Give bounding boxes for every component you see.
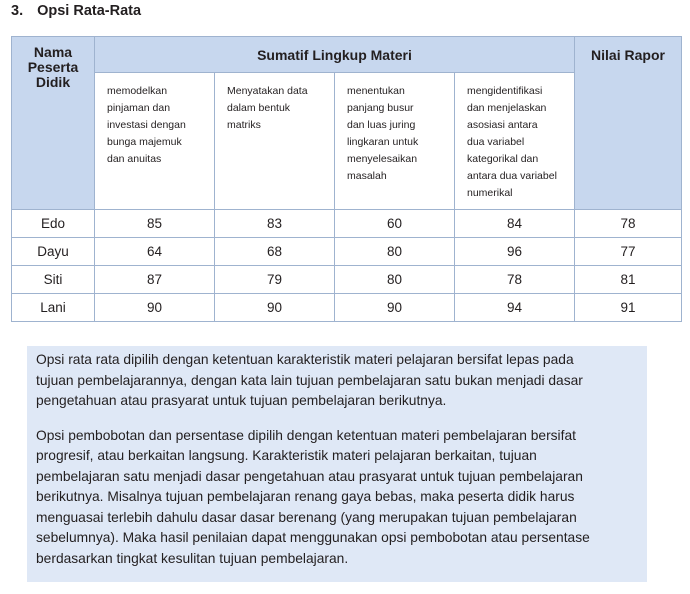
text-line: menguasai terlebih dahulu dasar dasar berenang (yang merupakan tujuan pembelajaran	[36, 509, 577, 525]
header-name-line: Peserta	[27, 59, 79, 75]
header-name-line: Didik	[35, 74, 71, 90]
paragraph-opsi-pembobotan	[36, 426, 639, 570]
subheader-line: Menyatakan data	[227, 85, 308, 97]
score-cell: 78	[455, 266, 575, 294]
subheader-line: mengidentifikasi	[467, 85, 543, 97]
student-name: Dayu	[12, 238, 95, 266]
subheader-materi-4	[455, 73, 575, 210]
score-cell: 85	[95, 210, 215, 238]
section-number: 3.	[11, 3, 24, 19]
text-line: pengetahuan atau prasyarat untuk tujuan pembelajaran berikutnya.	[36, 393, 447, 408]
text-line: pembelajaran satu menjadi dasar pengetahuan atau prasyarat untuk tujuan pembelajaran	[36, 468, 583, 484]
score-cell: 84	[455, 210, 575, 238]
grades-table	[11, 36, 682, 322]
header-nilai-rapor: Nilai Rapor	[575, 37, 682, 210]
subheader-line: dan luas juring	[347, 119, 416, 131]
text-line: tujuan pembelajarannya, dengan kata lain tujuan pembelajaran satu bukan menjadi dasar	[36, 372, 583, 388]
score-cell: 80	[335, 238, 455, 266]
subheader-line: dua variabel	[467, 136, 525, 148]
subheader-line: menyelesaikan	[347, 153, 418, 165]
subheader-line: dan anuitas	[107, 153, 162, 165]
text-line: Opsi rata rata dipilih dengan ketentuan karakteristik materi pelajaran bersifat lepas pada	[36, 352, 574, 367]
subheader-materi-1	[95, 73, 215, 210]
table-row	[12, 294, 682, 322]
rapor-cell: 78	[575, 210, 682, 238]
subheader-line: masalah	[347, 170, 387, 182]
score-cell: 90	[215, 294, 335, 322]
student-name: Edo	[12, 210, 95, 238]
subheader-line: menentukan	[347, 85, 405, 97]
subheader-line: matriks	[227, 119, 261, 131]
table-row	[12, 266, 682, 294]
score-cell: 80	[335, 266, 455, 294]
text-line: berdasarkan tingkat kesulitan tujuan pembelajaran.	[36, 550, 349, 566]
subheader-line: memodelkan	[107, 85, 168, 97]
score-cell: 90	[95, 294, 215, 322]
student-name: Siti	[12, 266, 95, 294]
subheader-line: pinjaman dan	[107, 102, 171, 114]
subheader-line: kategorikal dan	[467, 153, 539, 165]
header-sumatif-lingkup-materi: Sumatif Lingkup Materi	[95, 37, 575, 73]
section-heading	[11, 3, 141, 19]
subheader-materi-2	[215, 73, 335, 210]
subheader-line: lingkaran untuk	[347, 136, 419, 148]
explanation-box	[27, 346, 647, 582]
table-row	[12, 238, 682, 266]
text-line: berikutnya. Misalnya tujuan pembelajaran renang gaya bebas, maka peserta didik harus	[36, 489, 575, 504]
score-cell: 60	[335, 210, 455, 238]
subheader-line: bunga majemuk	[107, 136, 182, 148]
section-title: Opsi Rata-Rata	[37, 3, 142, 19]
text-line: sebelumnya). Maka hasil penilaian dapat menggunakan opsi pembobotan atau persentase	[36, 530, 590, 545]
text-line: progresif, atau berkaitan langsung. Karakteristik materi pelajaran berkaitan, tujuan	[36, 448, 537, 463]
subheader-materi-3	[335, 73, 455, 210]
student-name: Lani	[12, 294, 95, 322]
subheader-line: dalam bentuk	[227, 102, 291, 114]
table-row	[12, 210, 682, 238]
score-cell: 87	[95, 266, 215, 294]
score-cell: 68	[215, 238, 335, 266]
subheader-line: dan menjelaskan	[467, 102, 547, 114]
header-name-line: Nama	[33, 44, 73, 60]
score-cell: 96	[455, 238, 575, 266]
score-cell: 64	[95, 238, 215, 266]
subheader-line: panjang busur	[347, 102, 414, 114]
rapor-cell: 77	[575, 238, 682, 266]
table-header-row	[12, 37, 682, 73]
score-cell: 94	[455, 294, 575, 322]
subheader-line: asosiasi antara	[467, 119, 538, 131]
subheader-line: antara dua variabel	[467, 170, 557, 182]
subheader-line: numerikal	[467, 187, 513, 199]
score-cell: 90	[335, 294, 455, 322]
header-nama-peserta-didik	[12, 37, 95, 210]
score-cell: 79	[215, 266, 335, 294]
text-line: Opsi pembobotan dan persentase dipilih dengan ketentuan materi pembelajaran bersifat	[36, 427, 576, 443]
rapor-cell: 91	[575, 294, 682, 322]
subheader-line: investasi dengan	[107, 119, 186, 131]
rapor-cell: 81	[575, 266, 682, 294]
paragraph-opsi-rata-rata	[36, 350, 639, 412]
score-cell: 83	[215, 210, 335, 238]
